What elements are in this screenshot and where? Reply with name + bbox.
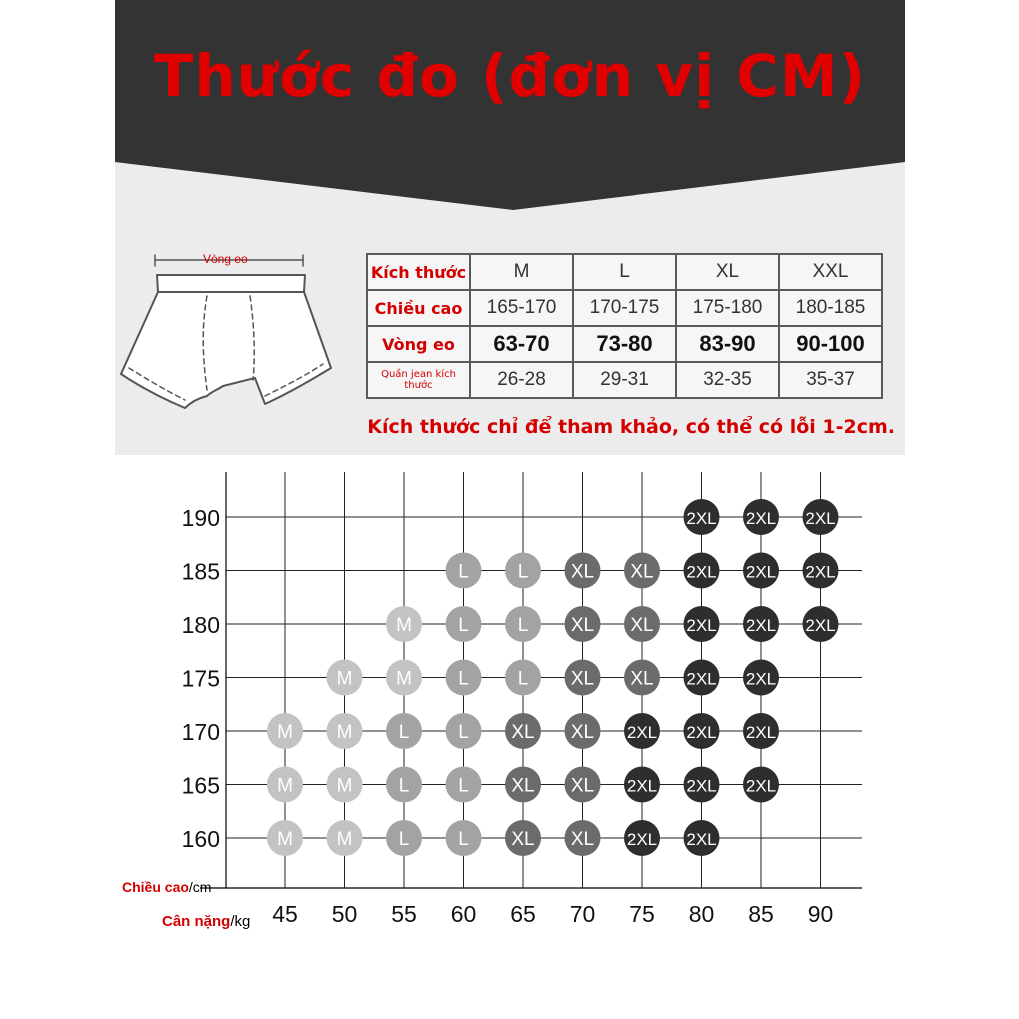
size-point — [386, 713, 422, 749]
table-cell: 165-170 — [470, 290, 573, 326]
size-point — [386, 767, 422, 803]
size-point — [624, 553, 660, 589]
x-tick-label: 45 — [272, 901, 298, 927]
size-point — [446, 767, 482, 803]
x-tick-label: 50 — [331, 901, 358, 927]
size-point — [743, 553, 779, 589]
size-point — [684, 660, 720, 696]
size-point-label: XL — [570, 775, 595, 797]
reference-note: Kích thước chỉ để tham khảo, có thể có lỗi 1-2cm. — [367, 416, 895, 438]
size-point-label: 2XL — [686, 669, 717, 689]
size-point-label: 2XL — [805, 509, 836, 528]
size-point-label: L — [458, 561, 469, 583]
size-point-label: XL — [511, 775, 535, 797]
y-tick-label: 175 — [181, 665, 220, 692]
size-point-label: XL — [570, 668, 595, 690]
size-point-label: 2XL — [686, 509, 717, 528]
size-point-label: XL — [570, 615, 595, 636]
size-point-label: 2XL — [686, 562, 717, 582]
size-point — [684, 606, 720, 642]
size-point-label: M — [396, 668, 412, 690]
size-point — [505, 553, 541, 589]
waist-label: Vòng eo — [203, 252, 248, 266]
size-point — [624, 820, 660, 856]
table-cell: 35-37 — [779, 362, 882, 398]
table-corner: Kích thước — [367, 254, 470, 290]
size-point — [327, 820, 363, 856]
size-point-label: 2XL — [805, 616, 836, 635]
size-point-label: 2XL — [745, 669, 777, 689]
size-point — [446, 660, 482, 696]
size-point — [684, 499, 720, 535]
size-point — [267, 713, 303, 749]
size-point-label: XL — [570, 561, 595, 583]
x-axis-label: Cân nặng/kg — [162, 913, 251, 930]
x-tick-label: 85 — [748, 901, 774, 927]
size-point — [386, 820, 422, 856]
size-point-label: L — [517, 668, 529, 690]
table-cell: 73-80 — [573, 326, 676, 362]
size-point-label: 2XL — [686, 776, 717, 796]
size-point-label: M — [277, 722, 293, 743]
size-point-label: 2XL — [686, 616, 717, 635]
x-tick-label: 60 — [450, 901, 477, 927]
table-cell: 29-31 — [573, 362, 676, 398]
size-point-label: L — [517, 561, 529, 583]
size-point-label: L — [458, 722, 469, 743]
size-point-label: M — [336, 775, 353, 797]
size-point — [327, 767, 363, 803]
size-point — [684, 767, 720, 803]
size-point-label: L — [398, 722, 410, 743]
size-point — [743, 713, 779, 749]
size-point — [803, 499, 839, 535]
size-point-label: 2XL — [686, 830, 717, 849]
size-point — [327, 713, 363, 749]
size-point — [505, 713, 541, 749]
size-point — [267, 767, 303, 803]
size-point-label: 2XL — [745, 509, 777, 528]
x-tick-label: 75 — [629, 901, 655, 927]
size-point — [446, 606, 482, 642]
size-point-label: 2XL — [745, 616, 777, 635]
size-header: M — [470, 254, 573, 290]
size-point — [446, 713, 482, 749]
size-point-label: L — [517, 615, 529, 636]
table-cell: 180-185 — [779, 290, 882, 326]
size-point-label: L — [398, 829, 410, 850]
size-point-label: M — [336, 668, 353, 690]
size-point — [684, 553, 720, 589]
size-point-label: M — [277, 829, 293, 850]
size-point-label: L — [458, 615, 469, 636]
size-point — [446, 820, 482, 856]
y-axis-label: Chiều cao/cm — [122, 879, 212, 895]
table-cell: 83-90 — [676, 326, 779, 362]
size-point-label: XL — [630, 561, 654, 583]
x-tick-label: 90 — [807, 901, 834, 927]
size-point-label: 2XL — [745, 723, 777, 742]
size-point-label: XL — [511, 829, 535, 850]
row-label: Vòng eo — [367, 326, 470, 362]
size-point — [624, 713, 660, 749]
size-point-label: 2XL — [805, 562, 836, 582]
size-point — [565, 660, 601, 696]
size-point — [624, 606, 660, 642]
size-point-label: M — [336, 829, 353, 850]
size-point — [803, 553, 839, 589]
size-point — [624, 660, 660, 696]
size-point-label: XL — [570, 722, 595, 743]
y-tick-label: 190 — [181, 505, 220, 531]
size-point-label: M — [277, 775, 293, 797]
table-cell: 175-180 — [676, 290, 779, 326]
y-tick-label: 165 — [181, 772, 220, 799]
size-point — [565, 767, 601, 803]
size-point — [565, 713, 601, 749]
size-point — [743, 606, 779, 642]
size-point-label: L — [458, 668, 469, 690]
size-header: XXL — [779, 254, 882, 290]
size-point — [505, 660, 541, 696]
size-point-label: M — [336, 722, 353, 743]
row-label: Chiều cao — [367, 290, 470, 326]
size-point — [684, 820, 720, 856]
size-point — [267, 820, 303, 856]
size-point-label: 2XL — [745, 562, 777, 582]
table-cell: 63-70 — [470, 326, 573, 362]
y-tick-label: 185 — [181, 558, 220, 585]
size-point — [386, 660, 422, 696]
y-tick-label: 170 — [181, 719, 220, 745]
size-header: XL — [676, 254, 779, 290]
page-title: Thước đo (đơn vị CM) — [153, 42, 867, 110]
size-point-label: XL — [511, 722, 535, 743]
size-point — [505, 820, 541, 856]
size-point — [505, 606, 541, 642]
size-point — [386, 606, 422, 642]
size-point-label: 2XL — [686, 723, 717, 742]
size-point — [505, 767, 541, 803]
size-point-label: 2XL — [626, 830, 658, 849]
table-cell: 170-175 — [573, 290, 676, 326]
size-point-label: XL — [630, 615, 654, 636]
x-tick-label: 80 — [688, 901, 715, 927]
size-point-label: L — [458, 829, 469, 850]
y-tick-label: 160 — [181, 826, 220, 852]
size-point-label: XL — [630, 668, 654, 690]
size-point-label: L — [398, 775, 410, 797]
x-tick-label: 55 — [391, 901, 417, 927]
size-point — [565, 820, 601, 856]
size-point — [565, 606, 601, 642]
size-header: L — [573, 254, 676, 290]
size-point-label: 2XL — [626, 723, 658, 742]
table-cell: 32-35 — [676, 362, 779, 398]
x-tick-label: 65 — [510, 901, 536, 927]
size-point — [327, 660, 363, 696]
size-point — [743, 767, 779, 803]
size-point — [684, 713, 720, 749]
table-cell: 26-28 — [470, 362, 573, 398]
table-cell: 90-100 — [779, 326, 882, 362]
size-point — [446, 553, 482, 589]
size-point — [624, 767, 660, 803]
size-point — [743, 660, 779, 696]
x-tick-label: 70 — [569, 901, 596, 927]
row-label: Quần jean kích thước — [367, 362, 470, 398]
size-point-label: M — [396, 615, 412, 636]
size-point-label: 2XL — [745, 776, 777, 796]
size-point-label: L — [458, 775, 469, 797]
y-tick-label: 180 — [181, 612, 220, 638]
size-point — [565, 553, 601, 589]
size-point — [803, 606, 839, 642]
size-point-label: XL — [570, 829, 595, 850]
size-point — [743, 499, 779, 535]
size-point-label: 2XL — [626, 776, 658, 796]
